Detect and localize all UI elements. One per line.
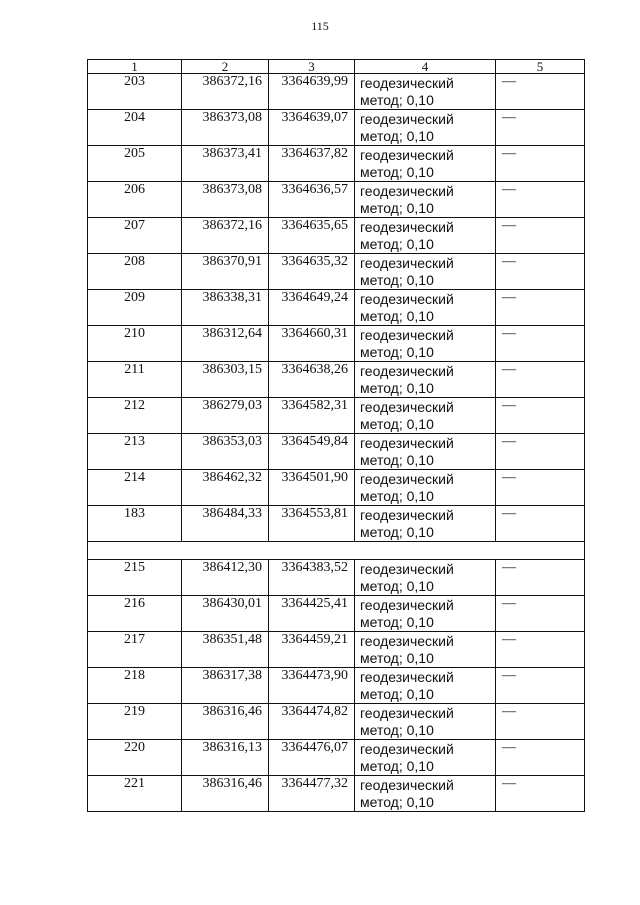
note-cell: — bbox=[496, 704, 585, 740]
method-line-2: метод; 0,10 bbox=[360, 524, 434, 540]
method-line-1: геодезический bbox=[360, 399, 454, 415]
point-number-cell: 204 bbox=[88, 110, 182, 146]
point-number-cell: 218 bbox=[88, 668, 182, 704]
table-row bbox=[88, 632, 585, 668]
method-line-1: геодезический bbox=[360, 291, 454, 307]
x-coordinate-cell: 386372,16 bbox=[182, 218, 269, 254]
x-coordinate-cell: 386316,46 bbox=[182, 776, 269, 812]
table-row bbox=[88, 776, 585, 812]
method-line-2: метод; 0,10 bbox=[360, 128, 434, 144]
method-cell bbox=[355, 434, 496, 470]
table-row bbox=[88, 146, 585, 182]
column-header: 5 bbox=[496, 60, 585, 74]
method-line-1: геодезический bbox=[360, 705, 454, 721]
point-number-cell: 219 bbox=[88, 704, 182, 740]
x-coordinate-cell: 386373,08 bbox=[182, 110, 269, 146]
method-line-2: метод; 0,10 bbox=[360, 650, 434, 666]
method-cell bbox=[355, 704, 496, 740]
method-line-2: метод; 0,10 bbox=[360, 236, 434, 252]
note-cell: — bbox=[496, 776, 585, 812]
table-row bbox=[88, 560, 585, 596]
note-cell: — bbox=[496, 434, 585, 470]
y-coordinate-cell: 3364477,32 bbox=[269, 776, 355, 812]
point-number-cell: 206 bbox=[88, 182, 182, 218]
method-line-2: метод; 0,10 bbox=[360, 686, 434, 702]
note-cell: — bbox=[496, 326, 585, 362]
x-coordinate-cell: 386316,46 bbox=[182, 704, 269, 740]
y-coordinate-cell: 3364425,41 bbox=[269, 596, 355, 632]
point-number-cell: 207 bbox=[88, 218, 182, 254]
method-line-2: метод; 0,10 bbox=[360, 794, 434, 810]
y-coordinate-cell: 3364383,52 bbox=[269, 560, 355, 596]
note-cell: — bbox=[496, 560, 585, 596]
x-coordinate-cell: 386430,01 bbox=[182, 596, 269, 632]
method-cell bbox=[355, 470, 496, 506]
note-cell: — bbox=[496, 146, 585, 182]
x-coordinate-cell: 386338,31 bbox=[182, 290, 269, 326]
method-line-1: геодезический bbox=[360, 435, 454, 451]
table-row bbox=[88, 506, 585, 542]
note-cell: — bbox=[496, 182, 585, 218]
note-cell: — bbox=[496, 290, 585, 326]
method-line-2: метод; 0,10 bbox=[360, 308, 434, 324]
method-line-2: метод; 0,10 bbox=[360, 272, 434, 288]
point-number-cell: 213 bbox=[88, 434, 182, 470]
x-coordinate-cell: 386303,15 bbox=[182, 362, 269, 398]
method-line-2: метод; 0,10 bbox=[360, 614, 434, 630]
note-cell: — bbox=[496, 74, 585, 110]
x-coordinate-cell: 386316,13 bbox=[182, 740, 269, 776]
y-coordinate-cell: 3364635,32 bbox=[269, 254, 355, 290]
note-cell: — bbox=[496, 110, 585, 146]
table-row bbox=[88, 182, 585, 218]
note-cell: — bbox=[496, 362, 585, 398]
method-line-1: геодезический bbox=[360, 471, 454, 487]
point-number-cell: 221 bbox=[88, 776, 182, 812]
y-coordinate-cell: 3364637,82 bbox=[269, 146, 355, 182]
x-coordinate-cell: 386353,03 bbox=[182, 434, 269, 470]
point-number-cell: 208 bbox=[88, 254, 182, 290]
method-line-2: метод; 0,10 bbox=[360, 488, 434, 504]
table-row bbox=[88, 470, 585, 506]
method-line-2: метод; 0,10 bbox=[360, 722, 434, 738]
method-line-1: геодезический bbox=[360, 255, 454, 271]
note-cell: — bbox=[496, 740, 585, 776]
y-coordinate-cell: 3364473,90 bbox=[269, 668, 355, 704]
method-line-2: метод; 0,10 bbox=[360, 92, 434, 108]
method-line-2: метод; 0,10 bbox=[360, 416, 434, 432]
table-body bbox=[88, 60, 585, 812]
method-line-1: геодезический bbox=[360, 183, 454, 199]
table-row bbox=[88, 254, 585, 290]
column-header: 3 bbox=[269, 60, 355, 74]
point-number-cell: 212 bbox=[88, 398, 182, 434]
note-cell: — bbox=[496, 218, 585, 254]
method-cell bbox=[355, 632, 496, 668]
method-line-1: геодезический bbox=[360, 561, 454, 577]
method-line-1: геодезический bbox=[360, 363, 454, 379]
method-cell bbox=[355, 776, 496, 812]
separator-cell bbox=[88, 542, 585, 560]
x-coordinate-cell: 386372,16 bbox=[182, 74, 269, 110]
point-number-cell: 211 bbox=[88, 362, 182, 398]
method-line-1: геодезический bbox=[360, 507, 454, 523]
note-cell: — bbox=[496, 668, 585, 704]
method-cell bbox=[355, 506, 496, 542]
y-coordinate-cell: 3364636,57 bbox=[269, 182, 355, 218]
column-header: 2 bbox=[182, 60, 269, 74]
point-number-cell: 220 bbox=[88, 740, 182, 776]
method-line-2: метод; 0,10 bbox=[360, 380, 434, 396]
point-number-cell: 216 bbox=[88, 596, 182, 632]
y-coordinate-cell: 3364638,26 bbox=[269, 362, 355, 398]
y-coordinate-cell: 3364639,07 bbox=[269, 110, 355, 146]
table-row bbox=[88, 74, 585, 110]
method-cell bbox=[355, 740, 496, 776]
point-number-cell: 210 bbox=[88, 326, 182, 362]
note-cell: — bbox=[496, 506, 585, 542]
y-coordinate-cell: 3364474,82 bbox=[269, 704, 355, 740]
y-coordinate-cell: 3364501,90 bbox=[269, 470, 355, 506]
table-row bbox=[88, 218, 585, 254]
y-coordinate-cell: 3364660,31 bbox=[269, 326, 355, 362]
y-coordinate-cell: 3364553,81 bbox=[269, 506, 355, 542]
x-coordinate-cell: 386370,91 bbox=[182, 254, 269, 290]
table-row bbox=[88, 290, 585, 326]
method-cell bbox=[355, 290, 496, 326]
point-number-cell: 183 bbox=[88, 506, 182, 542]
method-cell bbox=[355, 254, 496, 290]
x-coordinate-cell: 386484,33 bbox=[182, 506, 269, 542]
y-coordinate-cell: 3364639,99 bbox=[269, 74, 355, 110]
column-header: 4 bbox=[355, 60, 496, 74]
table-row bbox=[88, 668, 585, 704]
table-row bbox=[88, 398, 585, 434]
note-cell: — bbox=[496, 398, 585, 434]
method-cell bbox=[355, 182, 496, 218]
x-coordinate-cell: 386317,38 bbox=[182, 668, 269, 704]
method-cell bbox=[355, 326, 496, 362]
column-header: 1 bbox=[88, 60, 182, 74]
x-coordinate-cell: 386351,48 bbox=[182, 632, 269, 668]
method-line-1: геодезический bbox=[360, 327, 454, 343]
coordinates-table bbox=[87, 59, 585, 812]
method-cell bbox=[355, 146, 496, 182]
x-coordinate-cell: 386462,32 bbox=[182, 470, 269, 506]
y-coordinate-cell: 3364635,65 bbox=[269, 218, 355, 254]
method-cell bbox=[355, 74, 496, 110]
method-cell bbox=[355, 560, 496, 596]
method-line-1: геодезический bbox=[360, 597, 454, 613]
table-row bbox=[88, 110, 585, 146]
method-line-1: геодезический bbox=[360, 741, 454, 757]
table-row bbox=[88, 434, 585, 470]
table-row bbox=[88, 326, 585, 362]
y-coordinate-cell: 3364549,84 bbox=[269, 434, 355, 470]
note-cell: — bbox=[496, 596, 585, 632]
method-line-1: геодезический bbox=[360, 633, 454, 649]
table-row bbox=[88, 596, 585, 632]
table-row bbox=[88, 740, 585, 776]
method-line-2: метод; 0,10 bbox=[360, 200, 434, 216]
method-cell bbox=[355, 398, 496, 434]
method-line-2: метод; 0,10 bbox=[360, 344, 434, 360]
point-number-cell: 203 bbox=[88, 74, 182, 110]
y-coordinate-cell: 3364476,07 bbox=[269, 740, 355, 776]
method-cell bbox=[355, 110, 496, 146]
method-line-2: метод; 0,10 bbox=[360, 758, 434, 774]
method-line-1: геодезический bbox=[360, 777, 454, 793]
method-line-2: метод; 0,10 bbox=[360, 164, 434, 180]
table-row bbox=[88, 704, 585, 740]
method-cell bbox=[355, 596, 496, 632]
table-header-row bbox=[88, 60, 585, 74]
note-cell: — bbox=[496, 470, 585, 506]
table-row bbox=[88, 362, 585, 398]
method-cell bbox=[355, 362, 496, 398]
x-coordinate-cell: 386279,03 bbox=[182, 398, 269, 434]
x-coordinate-cell: 386312,64 bbox=[182, 326, 269, 362]
method-line-1: геодезический bbox=[360, 147, 454, 163]
method-line-1: геодезический bbox=[360, 111, 454, 127]
note-cell: — bbox=[496, 632, 585, 668]
method-cell bbox=[355, 668, 496, 704]
method-line-2: метод; 0,10 bbox=[360, 452, 434, 468]
group-separator-row bbox=[88, 542, 585, 560]
method-cell bbox=[355, 218, 496, 254]
method-line-1: геодезический bbox=[360, 75, 454, 91]
x-coordinate-cell: 386373,41 bbox=[182, 146, 269, 182]
y-coordinate-cell: 3364459,21 bbox=[269, 632, 355, 668]
x-coordinate-cell: 386373,08 bbox=[182, 182, 269, 218]
note-cell: — bbox=[496, 254, 585, 290]
x-coordinate-cell: 386412,30 bbox=[182, 560, 269, 596]
method-line-2: метод; 0,10 bbox=[360, 578, 434, 594]
y-coordinate-cell: 3364649,24 bbox=[269, 290, 355, 326]
point-number-cell: 209 bbox=[88, 290, 182, 326]
method-line-1: геодезический bbox=[360, 669, 454, 685]
point-number-cell: 215 bbox=[88, 560, 182, 596]
page-number: 115 bbox=[311, 19, 329, 33]
method-line-1: геодезический bbox=[360, 219, 454, 235]
point-number-cell: 217 bbox=[88, 632, 182, 668]
point-number-cell: 214 bbox=[88, 470, 182, 506]
point-number-cell: 205 bbox=[88, 146, 182, 182]
y-coordinate-cell: 3364582,31 bbox=[269, 398, 355, 434]
